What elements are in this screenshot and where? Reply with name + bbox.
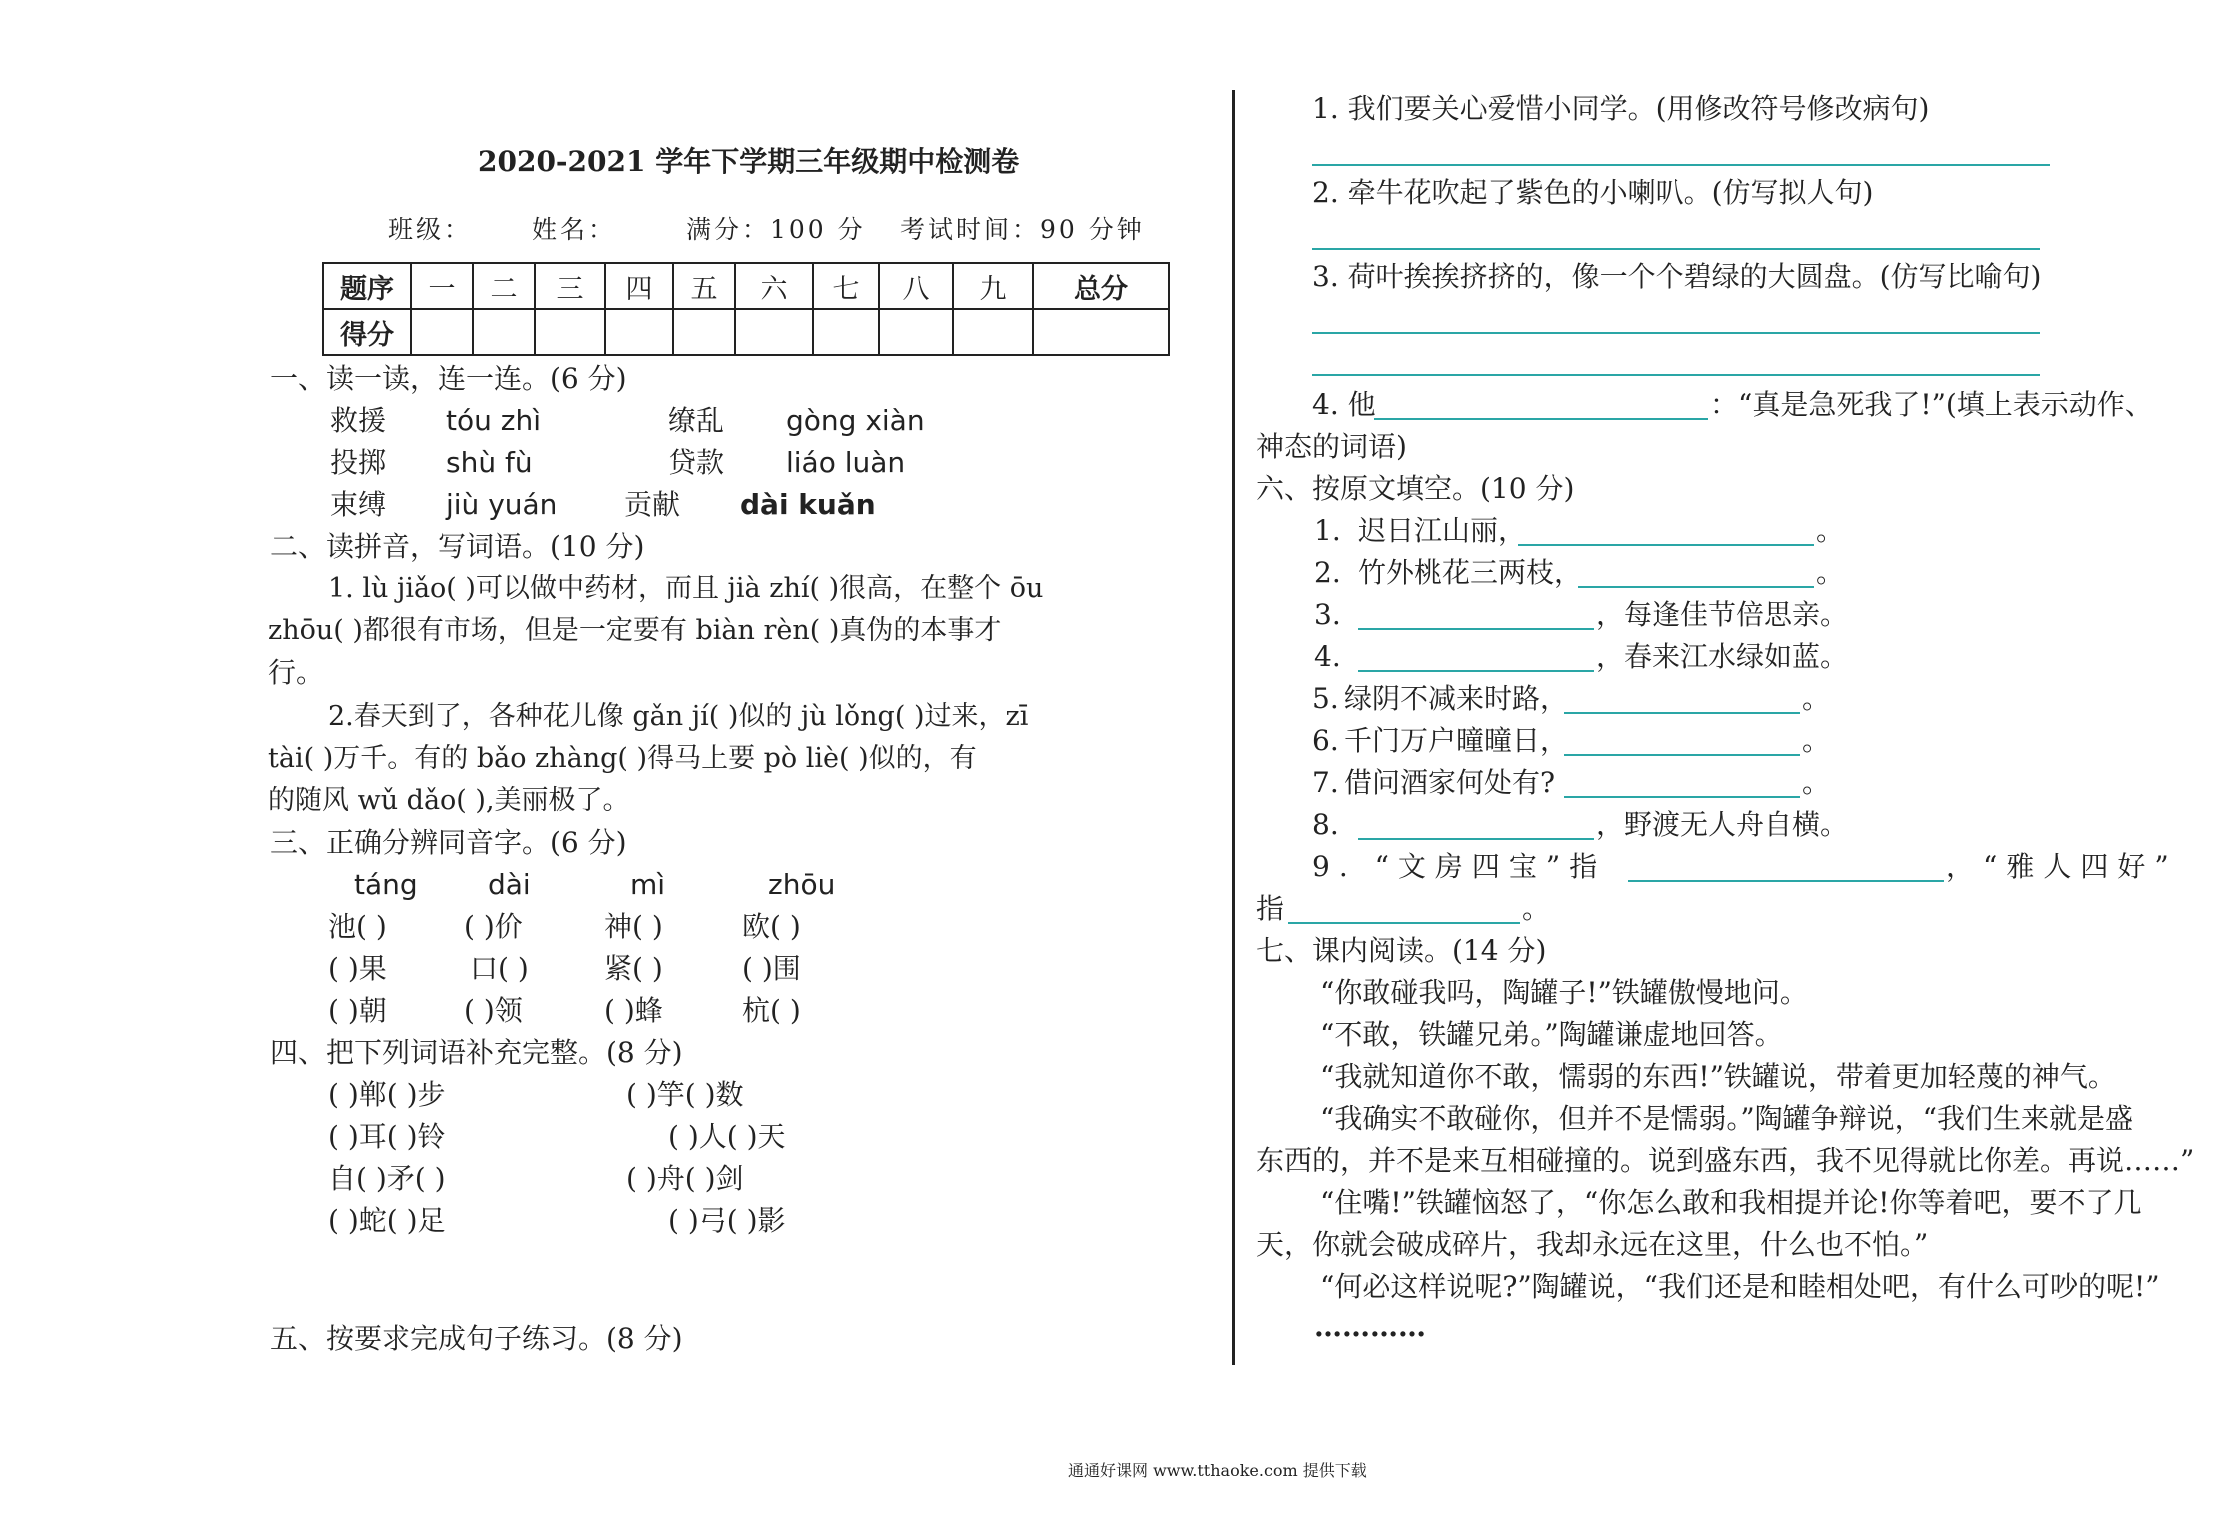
answer-line[interactable] xyxy=(1358,670,1594,672)
pinyin-item: liáo luàn xyxy=(786,446,906,479)
word-item: 投掷 xyxy=(330,446,387,479)
fill-item: ( )耳( )铃 xyxy=(328,1120,446,1153)
poem-text: 千门万户曈曈日， xyxy=(1344,724,1569,757)
fill-item: 自( )矛( ) xyxy=(328,1162,446,1195)
score-input-cell[interactable] xyxy=(473,309,535,355)
table-cell: 总分 xyxy=(1033,263,1169,309)
score-table xyxy=(322,262,1170,356)
answer-line[interactable] xyxy=(1358,838,1594,840)
poem-text: ，野渡无人舟自横。 xyxy=(1596,808,1849,841)
score-input-cell[interactable] xyxy=(673,309,735,355)
fill-item: 欧( ) xyxy=(742,910,801,943)
reading-paragraph: 东西的，并不是来互相碰撞的。说到盛东西，我不见得就比你差。再说……” xyxy=(1256,1144,2195,1177)
poem-text: 。 xyxy=(1802,766,1831,799)
table-cell: 二 xyxy=(473,263,535,309)
table-cell: 七 xyxy=(813,263,879,309)
text-line: 2.春天到了，各种花儿像 gǎn jí( )似的 jù lǒng( )过来，zī xyxy=(328,701,1029,732)
poem-text: 。 xyxy=(1816,556,1845,589)
pinyin-item: jiù yuán xyxy=(446,488,558,521)
fill-item: ( )舟( )剑 xyxy=(626,1162,744,1195)
exercise-item: 神态的词语) xyxy=(1256,430,1407,463)
pinyin-item: gòng xiàn xyxy=(786,404,925,437)
item-number: 1. xyxy=(1314,514,1341,547)
fill-item: ( )郸( )步 xyxy=(328,1078,446,1111)
answer-line[interactable] xyxy=(1564,754,1800,756)
item-number: 2. xyxy=(1314,556,1341,589)
table-cell: 三 xyxy=(535,263,605,309)
reading-paragraph: “你敢碰我吗，陶罐子!”铁罐傲慢地问。 xyxy=(1320,976,1808,1009)
exercise-item: ：“真是急死我了!”(填上表示动作、 xyxy=(1710,388,2153,421)
exercise-item: 。 xyxy=(1522,892,1551,925)
pinyin-item: shù fù xyxy=(446,446,533,479)
score-table-score-row xyxy=(323,309,1169,355)
name-label: 姓名： xyxy=(532,215,617,244)
exercise-item: 3. 荷叶挨挨挤挤的，像一个个碧绿的大圆盘。(仿写比喻句) xyxy=(1312,260,2042,293)
word-item: 束缚 xyxy=(330,488,387,521)
class-label: 班级： xyxy=(388,215,473,244)
fill-item: 紧( ) xyxy=(604,952,663,985)
pinyin-item: táng xyxy=(354,868,418,901)
score-input-cell[interactable] xyxy=(735,309,813,355)
reading-paragraph: “我就知道你不敢，懦弱的东西!”铁罐说，带着更加轻蔑的神气。 xyxy=(1320,1060,2116,1093)
table-cell: 题序 xyxy=(323,263,411,309)
fill-item: ( )价 xyxy=(464,910,523,943)
word-item: 缭乱 xyxy=(668,404,725,437)
answer-line[interactable] xyxy=(1312,332,2040,334)
text-line: tài( )万千。有的 bǎo zhàng( )得马上要 pò liè( )似的，有 xyxy=(268,743,977,774)
section-heading: 一、读一读，连一连。(6 分) xyxy=(270,362,627,395)
text-line: 的随风 wǔ dǎo( ),美丽极了。 xyxy=(268,785,630,816)
exercise-item: 2. 牵牛花吹起了紫色的小喇叭。(仿写拟人句) xyxy=(1312,176,1874,209)
poem-text: 。 xyxy=(1802,682,1831,715)
item-number: 8. xyxy=(1312,808,1339,841)
score-input-cell[interactable] xyxy=(535,309,605,355)
poem-text: 。 xyxy=(1802,724,1831,757)
word-item: 贷款 xyxy=(668,446,725,479)
score-input-cell[interactable] xyxy=(879,309,953,355)
exercise-item: 4. 他 xyxy=(1312,388,1376,421)
pinyin-item: tóu zhì xyxy=(446,404,541,437)
exercise-item: 指 xyxy=(1256,892,1285,925)
fill-item: ( )蜂 xyxy=(604,994,663,1027)
section-heading: 四、把下列词语补充完整。(8 分) xyxy=(270,1036,683,1069)
answer-line[interactable] xyxy=(1312,248,2040,250)
reading-paragraph: “住嘴!”铁罐恼怒了，“你怎么敢和我相提并论!你等着吧，要不了几 xyxy=(1320,1186,2142,1219)
score-input-cell[interactable] xyxy=(813,309,879,355)
fill-item: 池( ) xyxy=(328,910,387,943)
item-number: 3. xyxy=(1314,598,1341,631)
exercise-item: 9. “文房四宝”指 xyxy=(1312,850,1607,883)
section-heading: 五、按要求完成句子练习。(8 分) xyxy=(270,1322,683,1355)
fill-item: ( )围 xyxy=(742,952,801,985)
fill-item: ( )领 xyxy=(464,994,523,1027)
text-line: 1. lù jiǎo( )可以做中药材，而且 jià zhí( )很高，在整个 ōu xyxy=(328,573,1044,604)
score-table-header-row xyxy=(323,263,1169,309)
section-heading: 三、正确分辨同音字。(6 分) xyxy=(270,826,627,859)
fill-item: 口( ) xyxy=(470,952,529,985)
column-divider xyxy=(1232,90,1235,1365)
section-heading: 七、课内阅读。(14 分) xyxy=(1256,934,1547,967)
word-item: 贡献 xyxy=(624,488,681,521)
answer-line[interactable] xyxy=(1312,164,2050,166)
answer-line[interactable] xyxy=(1628,880,1944,882)
fill-item: ( )果 xyxy=(328,952,387,985)
score-input-cell[interactable] xyxy=(953,309,1033,355)
table-cell: 五 xyxy=(673,263,735,309)
table-cell: 六 xyxy=(735,263,813,309)
item-number: 6. xyxy=(1312,724,1339,757)
section-heading: 二、读拼音，写词语。(10 分) xyxy=(270,530,645,563)
exercise-item: ，“雅人四好” xyxy=(1946,850,2178,883)
reading-paragraph: “我确实不敢碰你，但并不是懦弱。”陶罐争辩说，“我们生来就是盛 xyxy=(1320,1102,2133,1135)
reading-paragraph: “不敢，铁罐兄弟。”陶罐谦虚地回答。 xyxy=(1320,1018,1783,1051)
fill-item: 神( ) xyxy=(604,910,663,943)
answer-line[interactable] xyxy=(1374,418,1708,420)
full-score-label: 满分：100 分 xyxy=(686,215,866,244)
text-line: 行。 xyxy=(268,656,325,689)
poem-text: ，春来江水绿如蓝。 xyxy=(1596,640,1849,673)
word-item: 救援 xyxy=(330,404,387,437)
item-number: 5. xyxy=(1312,682,1339,715)
answer-line[interactable] xyxy=(1288,922,1520,924)
pinyin-item: mì xyxy=(630,868,666,901)
section-heading: 六、按原文填空。(10 分) xyxy=(1256,472,1575,505)
fill-item: ( )弓( )影 xyxy=(668,1204,786,1237)
poem-text: 。 xyxy=(1816,514,1845,547)
table-cell: 一 xyxy=(411,263,473,309)
exercise-item: 1. 我们要关心爱惜小同学。(用修改符号修改病句) xyxy=(1312,92,1930,125)
pinyin-item: zhōu xyxy=(768,868,836,901)
pinyin-item: dài kuǎn xyxy=(740,488,876,521)
answer-line[interactable] xyxy=(1518,544,1814,546)
fill-item: 杭( ) xyxy=(742,994,801,1027)
poem-text: 绿阴不减来时路， xyxy=(1344,682,1569,715)
answer-line[interactable] xyxy=(1358,628,1594,630)
answer-line[interactable] xyxy=(1578,586,1814,588)
answer-line[interactable] xyxy=(1312,374,2040,376)
score-input-cell[interactable] xyxy=(411,309,473,355)
footer-credit: 通通好课网 www.tthaoke.com 提供下载 xyxy=(1068,1461,1367,1480)
item-number: 4. xyxy=(1314,640,1341,673)
fill-item: ( )竽( )数 xyxy=(626,1078,744,1111)
poem-text: 竹外桃花三两枝， xyxy=(1358,556,1583,589)
table-cell: 四 xyxy=(605,263,673,309)
answer-line[interactable] xyxy=(1564,796,1800,798)
poem-text: 借问酒家何处有? xyxy=(1344,766,1556,799)
fill-item: ( )朝 xyxy=(328,994,387,1027)
answer-line[interactable] xyxy=(1564,712,1800,714)
reading-paragraph: “何必这样说呢?”陶罐说，“我们还是和睦相处吧，有什么可吵的呢!” xyxy=(1320,1270,2160,1303)
fill-item: ( )人( )天 xyxy=(668,1120,786,1153)
page-title: 2020-2021 学年下学期三年级期中检测卷 xyxy=(478,145,1020,178)
fill-item: ( )蛇( )足 xyxy=(328,1204,446,1237)
table-cell: 八 xyxy=(879,263,953,309)
exam-time-label: 考试时间：90 分钟 xyxy=(900,215,1145,244)
pinyin-item: dài xyxy=(488,868,531,901)
table-cell: 得分 xyxy=(323,309,411,355)
poem-text: ，每逢佳节倍思亲。 xyxy=(1596,598,1849,631)
item-number: 7. xyxy=(1312,766,1339,799)
reading-ellipsis: ………… xyxy=(1314,1310,1426,1343)
poem-text: 迟日江山丽， xyxy=(1358,514,1527,547)
table-cell: 九 xyxy=(953,263,1033,309)
score-input-cell[interactable] xyxy=(605,309,673,355)
text-line: zhōu( )都很有市场，但是一定要有 biàn rèn( )真伪的本事才 xyxy=(268,615,1002,646)
score-input-cell[interactable] xyxy=(1033,309,1169,355)
reading-paragraph: 天，你就会破成碎片，我却永远在这里，什么也不怕。” xyxy=(1256,1228,1929,1261)
